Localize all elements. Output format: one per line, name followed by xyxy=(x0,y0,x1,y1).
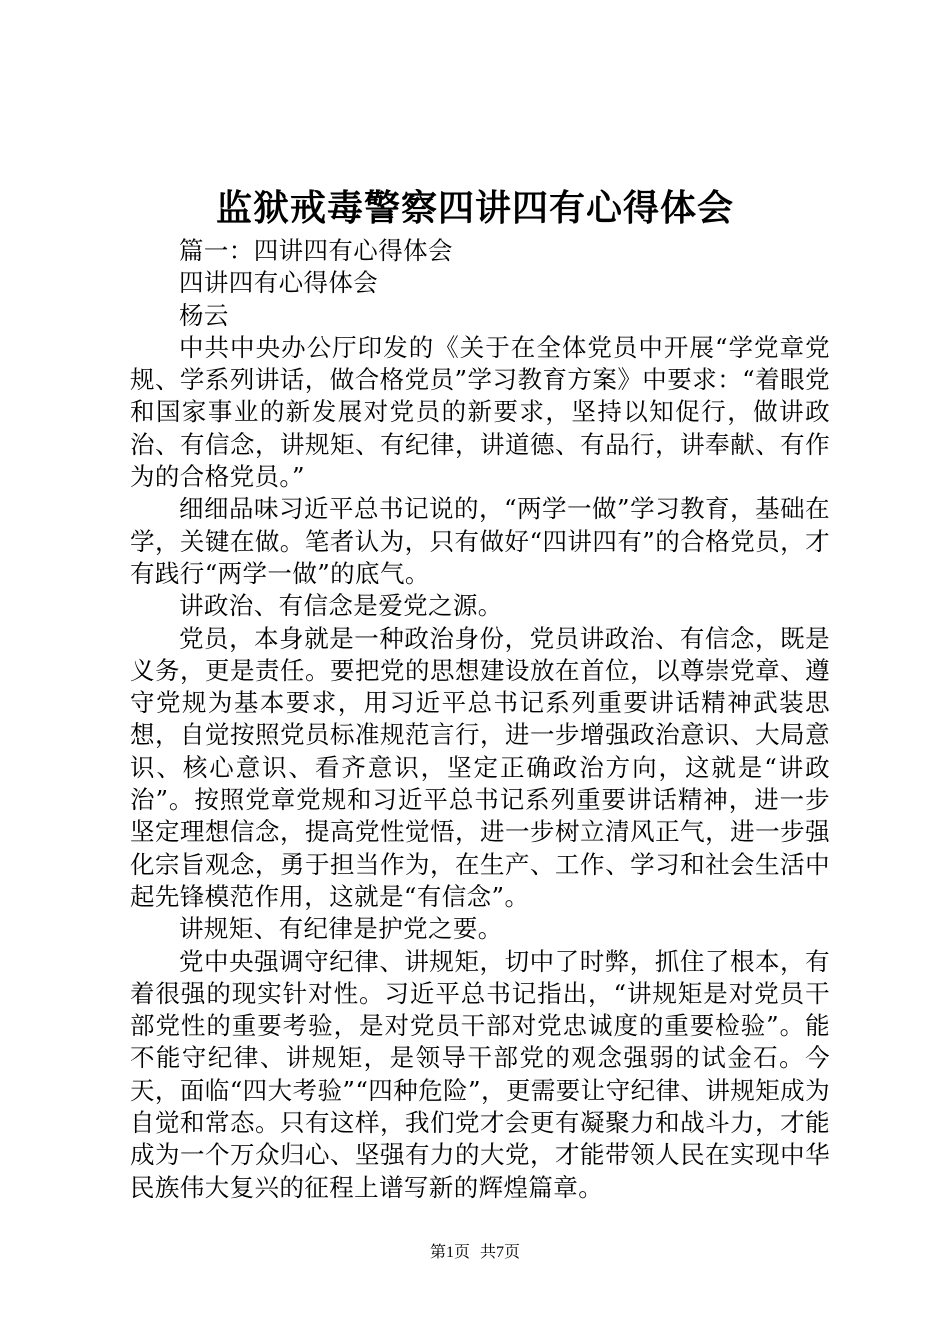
page-footer xyxy=(0,1242,950,1264)
paragraph-body: 党中央强调守纪律、讲规矩，切中了时弊，抓住了根本，有着很强的现实针对性。习近平总书记指出，“讲规矩是对党员干部党性的重要考验，是对党员干部对党忠诚度的重要检验”。能不能守纪律、讲规矩，是领导干部党的观念强弱的试金石。今天，面临“四大考验”“四种危险”，更需要让守纪律、讲规矩成为自觉和常态。只有这样，我们党才会更有凝聚力和战斗力，才能成为一个万众归心、坚强有力的大党，才能带领人民在实现中华民族伟大复兴的征程上谱写新的辉煌篇章。 xyxy=(130,946,830,1202)
page-number: 第1页 xyxy=(429,1244,470,1261)
paragraph-section-heading: 篇一：四讲四有心得体会 xyxy=(179,236,453,265)
document-body xyxy=(130,235,830,1204)
paragraph-author: 杨云 xyxy=(179,300,229,330)
document-title: 监狱戒毒警察四讲四有心得体会 xyxy=(215,187,734,229)
paragraph-body: 细细品味习近平总书记说的，“两学一做”学习教育，基础在学，关键在做。笔者认为，只有做好“四讲四有”的合格党员，才有践行“两学一做”的底气。 xyxy=(130,494,830,588)
paragraph-heading: 讲政治、有信念是爱党之源。 xyxy=(179,591,503,621)
page-total: 共7页 xyxy=(480,1244,521,1261)
paragraph-body: 中共中央办公厅印发的《关于在全体党员中开展“学党章党规、学系列讲话，做合格党员”学习教育方案》中要求：“着眼党和国家事业的新发展对党员的新要求，坚持以知促行，做讲政治、有信念，讲规矩、有纪律，讲道德、有品行，讲奉献、有作为的合格党员。” xyxy=(130,332,830,492)
paragraph-body: 党员，本身就是一种政治身份，党员讲政治、有信念，既是义务，更是责任。要把党的思想建设放在首位，以尊崇党章、遵守党规为基本要求，用习近平总书记系列重要讲话精神武装思想，自觉按照党员标准规范言行，进一步增强政治意识、大局意识、核心意识、看齐意识，坚定正确政治方向，这就是“讲政治”。按照党章党规和习近平总书记系列重要讲话精神，进一步坚定理想信念，提高党性觉悟，进一步树立清风正气，进一步强化宗旨观念，勇于担当作为，在生产、工作、学习和社会生活中起先锋模范作用，这就是“有信念”。 xyxy=(130,623,830,911)
paragraph-subtitle: 四讲四有心得体会 xyxy=(179,268,379,298)
paragraph-heading: 讲规矩、有纪律是护党之要。 xyxy=(179,914,503,944)
